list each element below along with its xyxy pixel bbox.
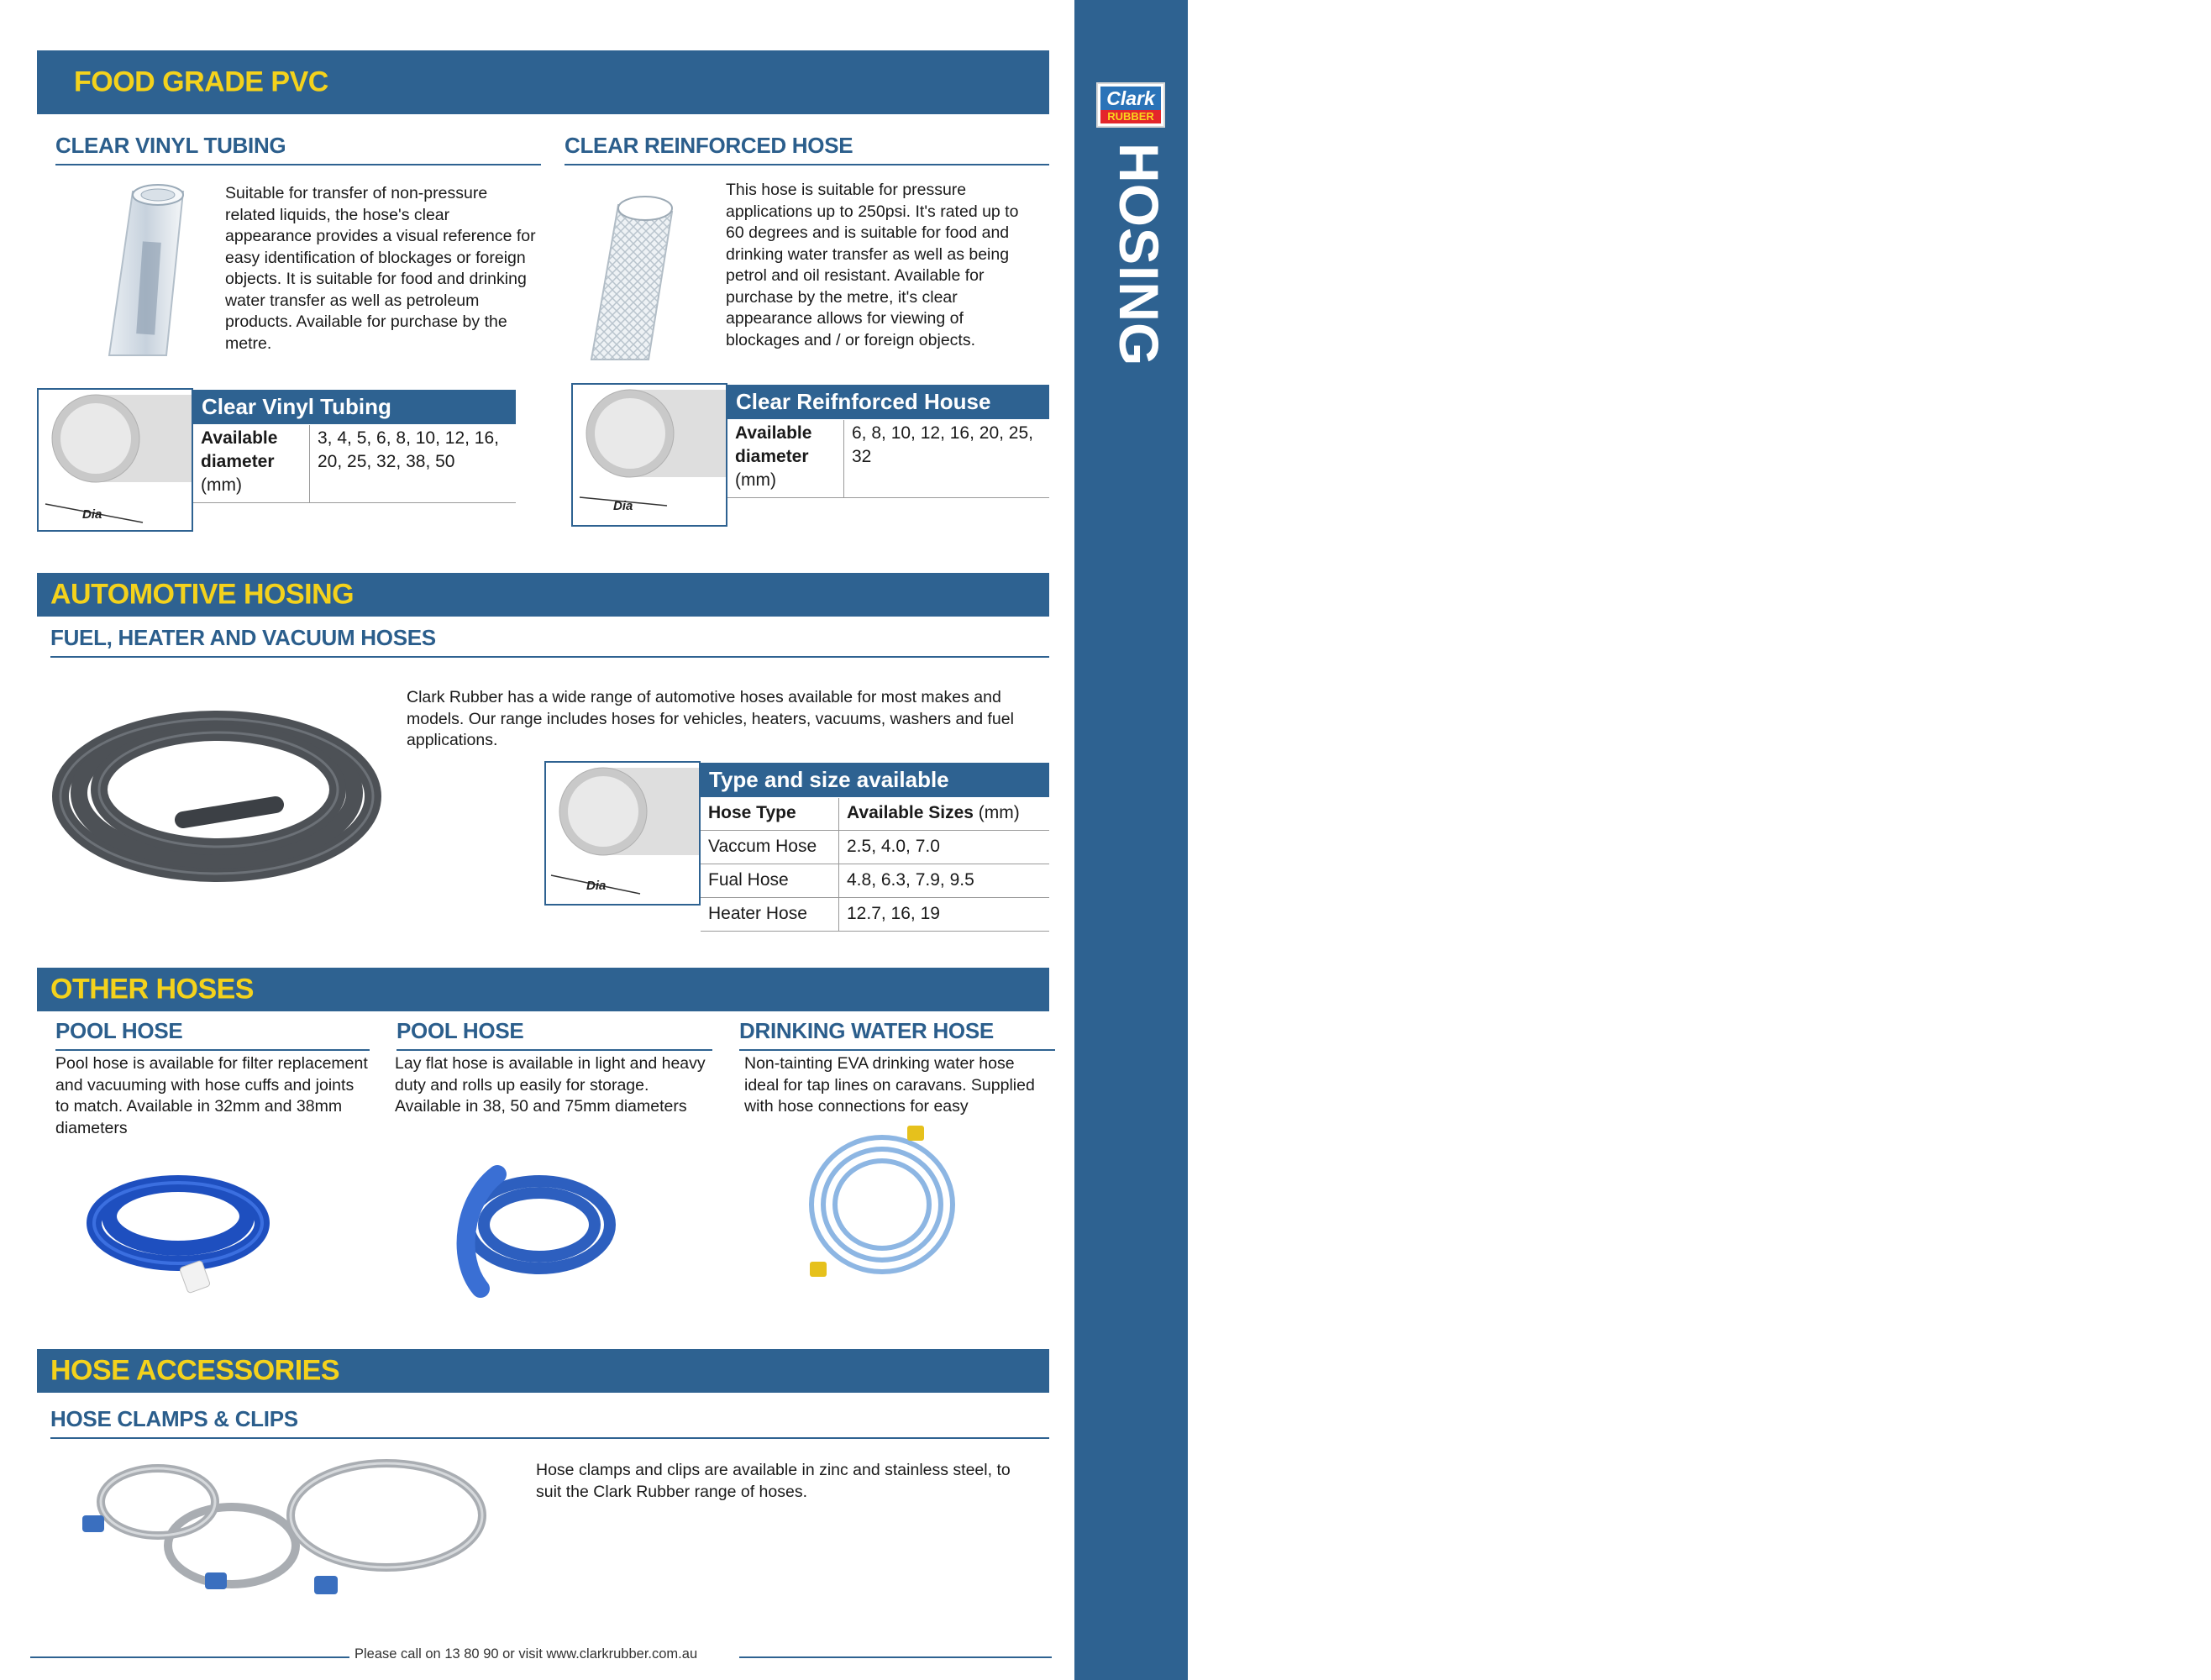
vinyl-label-line2: diameter xyxy=(201,452,275,471)
subheading-pool-hose: POOL HOSE xyxy=(55,1018,370,1051)
lay-flat-hose-description: Lay flat hose is available in light and heavy duty and rolls up easily for storage. Available in 38, 50 and 75mm diameters xyxy=(395,1054,706,1116)
vinyl-label-line3: (mm) xyxy=(201,475,242,495)
section-title: HOSE ACCESSORIES xyxy=(50,1354,340,1387)
hose-clamps-description: Hose clamps and clips are available in zinc and stainless steel, to suit the Clark Rubber range of hoses. xyxy=(536,1461,1011,1501)
tube-diameter-diagram xyxy=(573,385,726,525)
table-divider xyxy=(309,425,310,502)
section-title: AUTOMOTIVE HOSING xyxy=(50,578,354,611)
dia-label: Dia xyxy=(82,507,102,522)
dia-label: Dia xyxy=(613,499,633,513)
clear-vinyl-tube-image xyxy=(99,183,208,360)
hose-clamps-image xyxy=(74,1441,501,1618)
subheading-fuel-heater-vacuum: FUEL, HEATER AND VACUUM HOSES xyxy=(50,625,1049,658)
col-unit: (mm) xyxy=(973,803,1020,822)
tube-diameter-diagram xyxy=(546,763,699,904)
footer-rule xyxy=(739,1656,1052,1658)
subheading-clear-reinforced: CLEAR REINFORCED HOSE xyxy=(565,133,1049,165)
subheading-lay-flat-pool-hose: POOL HOSE xyxy=(397,1018,712,1051)
table-rule xyxy=(727,497,1049,498)
table-rule xyxy=(701,931,1049,932)
pool-hose-description: Pool hose is available for filter replacement and vacuuming with hose cuffs and joints to match. Available in 32mm and 38mm diameters xyxy=(55,1054,368,1137)
sidebar-title: HOSING xyxy=(1108,143,1170,367)
vinyl-label-line1: Available xyxy=(201,428,278,448)
subheading-drinking-water-hose: DRINKING WATER HOSE xyxy=(739,1018,1055,1051)
automotive-row-type: Heater Hose xyxy=(708,904,807,923)
subheading-clear-vinyl: CLEAR VINYL TUBING xyxy=(55,133,541,165)
table-rule xyxy=(193,502,516,503)
table-divider xyxy=(838,798,839,931)
automotive-description: Clark Rubber has a wide range of automotive hoses available for most makes and models. Our range includes hoses for vehicles, heaters, vacuums, washers and fuel applications. xyxy=(407,688,1014,749)
dia-label: Dia xyxy=(586,879,607,893)
automotive-diagram-box xyxy=(544,761,701,906)
vinyl-table-title: Clear Vinyl Tubing xyxy=(193,390,516,424)
drinking-water-hose-description: Non-tainting EVA drinking water hose ideal for tap lines on caravans. Supplied with hose connections for easy xyxy=(744,1054,1035,1116)
section-band-automotive xyxy=(37,573,1049,617)
automotive-row-type: Vaccum Hose xyxy=(708,837,817,856)
automotive-row-type: Fual Hose xyxy=(708,870,789,890)
section-band-accessories xyxy=(37,1349,1049,1393)
clark-rubber-logo xyxy=(1096,82,1165,128)
page-number: 17 xyxy=(2183,1603,2211,1630)
section-band-other-hoses xyxy=(37,968,1049,1011)
col-label: Available Sizes xyxy=(847,803,974,822)
table-rule xyxy=(701,830,1049,831)
footer-rule xyxy=(30,1656,349,1658)
automotive-row-sizes: 4.8, 6.3, 7.9, 9.5 xyxy=(847,870,974,890)
automotive-row-sizes: 2.5, 4.0, 7.0 xyxy=(847,837,940,856)
automotive-col-available-sizes xyxy=(847,801,1020,825)
automotive-col-hose-type: Hose Type xyxy=(708,803,796,822)
subheading-hose-clamps: HOSE CLAMPS & CLIPS xyxy=(50,1406,1049,1439)
section-title: FOOD GRADE PVC xyxy=(74,66,328,98)
vinyl-diagram-box xyxy=(37,388,193,532)
automotive-table-title: Type and size available xyxy=(701,763,1049,797)
clear-vinyl-description: Suitable for transfer of non-pressure related liquids, the hose's clear appearance provides a visual reference for easy identification of blockages or foreign objects. It is suitable for food and drinking water transfer as well as petroleum products. Available for purchase by the metre. xyxy=(225,184,536,353)
logo-wordmark: Clark xyxy=(1100,87,1161,110)
lay-flat-hose-image xyxy=(447,1141,623,1300)
reinforced-diagram-box xyxy=(571,383,727,527)
clear-reinforced-hose-image xyxy=(583,193,692,361)
automotive-row-sizes: 12.7, 16, 19 xyxy=(847,904,940,923)
tube-diameter-diagram xyxy=(39,390,192,530)
reinforced-label-line2: diameter xyxy=(735,447,809,466)
vinyl-sizes: 3, 4, 5, 6, 8, 10, 12, 16, 20, 25, 32, 38, 50 xyxy=(318,428,499,471)
section-band-food-grade xyxy=(37,50,1049,114)
reinforced-label-line1: Available xyxy=(735,423,812,443)
automotive-hose-coil-image xyxy=(49,697,385,889)
pool-hose-image xyxy=(84,1164,277,1299)
drinking-water-hose-image xyxy=(793,1121,969,1289)
section-title: OTHER HOSES xyxy=(50,973,254,1005)
reinforced-label-line3: (mm) xyxy=(735,470,776,490)
reinforced-table-title: Clear Reifnforced House xyxy=(727,385,1049,419)
table-divider xyxy=(843,420,844,497)
table-rule xyxy=(701,897,1049,898)
logo-subtext: RUBBER xyxy=(1100,110,1161,123)
footer-contact: Please call on 13 80 90 or visit www.clarkrubber.com.au xyxy=(354,1646,698,1662)
clear-reinforced-description: This hose is suitable for pressure applications up to 250psi. It's rated up to 60 degrees and is suitable for food and drinking water transfer as well as being petrol and oil resistant. Available for purchase by the metre, it's clear appearance allows for viewing of blockages and / or foreign objects. xyxy=(726,181,1019,349)
reinforced-sizes: 6, 8, 10, 12, 16, 20, 25, 32 xyxy=(852,423,1033,466)
